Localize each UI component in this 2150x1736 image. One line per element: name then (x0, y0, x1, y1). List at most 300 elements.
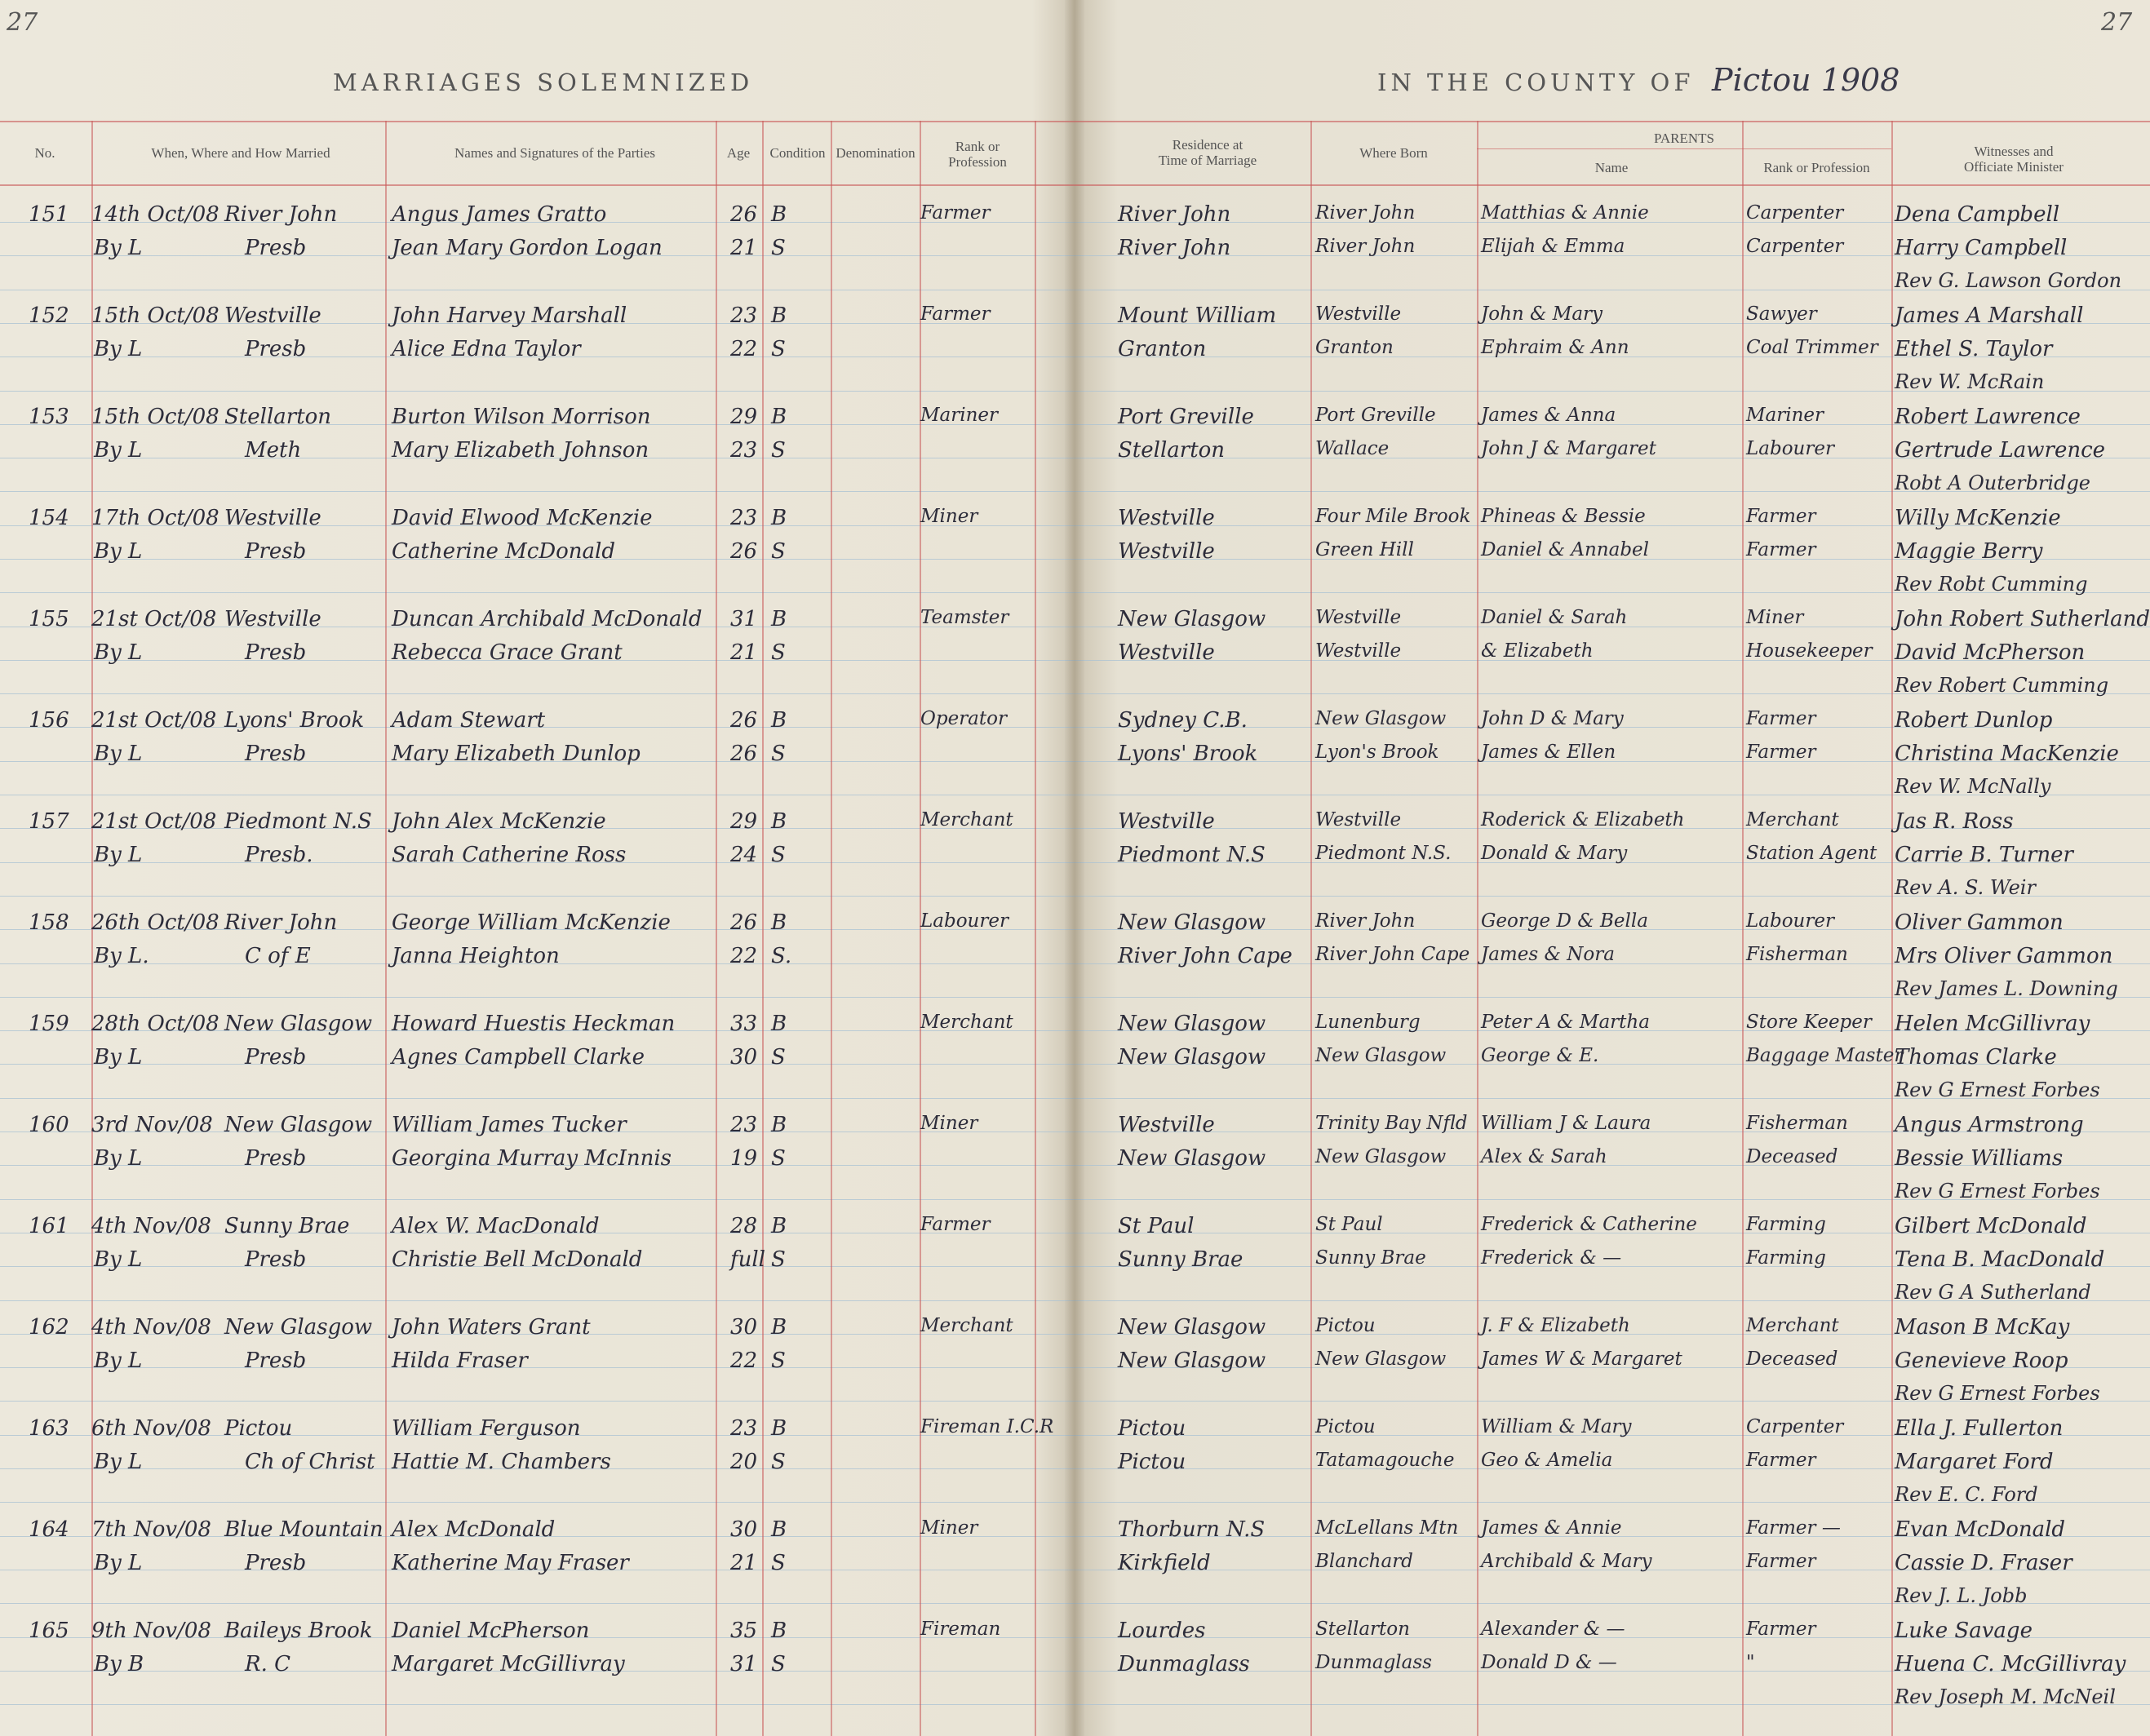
entry-rank: Merchant (920, 809, 1013, 830)
entry-groom-age: 26 (730, 202, 758, 227)
entry-licence: By L. (94, 944, 149, 968)
entry-groom-parents-rank: Farmer (1746, 708, 1816, 729)
entry-minister: Rev G Ernest Forbes (1895, 1180, 2100, 1202)
col-header-age: Age (726, 145, 751, 161)
entry-number: 156 (29, 708, 69, 733)
entry-minister: Rev G. Lawson Gordon (1895, 269, 2122, 292)
entry-bride-residence: Stellarton (1118, 438, 1226, 463)
entry-groom-condition: B (771, 202, 787, 227)
entry-groom-residence: New Glasgow (1118, 607, 1266, 631)
entry-date: 7th Nov/08 (91, 1517, 211, 1542)
entry-minister: Rev Robt Cumming (1895, 573, 2088, 596)
entry-groom-parents-rank: Store Keeper (1746, 1012, 1872, 1033)
col-rule (716, 121, 717, 1736)
entry-rank: Teamster (920, 607, 1009, 628)
entry-date: 9th Nov/08 (91, 1619, 211, 1643)
entry-bride-birthplace: Wallace (1315, 438, 1390, 459)
entry-groom-condition: B (771, 506, 787, 530)
col-header-when: When, Where and How Married (151, 145, 330, 161)
entry-date: 21st Oct/08 (91, 708, 217, 733)
entry-bride-age: 26 (730, 539, 758, 564)
entry-groom-name: Daniel McPherson (392, 1619, 590, 1643)
entry-place: Baileys Brook (224, 1619, 373, 1643)
entry-groom-residence: Westville (1118, 809, 1215, 834)
entry-bride-age: 22 (730, 944, 758, 968)
entry-date: 14th Oct/08 (91, 202, 219, 227)
entry-bride-condition: S (771, 1247, 786, 1272)
entry-bride-condition: S (771, 438, 786, 463)
entry-witness-1: Gilbert McDonald (1895, 1214, 2087, 1238)
entry-bride-age: 22 (730, 337, 758, 361)
entry-groom-birthplace: River John (1315, 910, 1416, 932)
col-rule (1035, 121, 1036, 1736)
entry-witness-2: David McPherson (1895, 640, 2086, 665)
entry-witness-1: Oliver Gammon (1895, 910, 2064, 935)
entry-groom-name: Howard Huestis Heckman (392, 1012, 676, 1036)
entry-groom-residence: Port Greville (1118, 405, 1254, 429)
entry-groom-age: 26 (730, 910, 758, 935)
entry-rank: Miner (920, 506, 978, 527)
entry-place: Sunny Brae (224, 1214, 350, 1238)
entry-denomination: Presb (245, 640, 307, 665)
col-rule (1742, 121, 1744, 1736)
entry-groom-residence: New Glasgow (1118, 1315, 1266, 1340)
entry-groom-residence: Pictou (1118, 1416, 1186, 1441)
entry-bride-age: 31 (730, 1652, 758, 1676)
entry-bride-age: 30 (730, 1045, 758, 1070)
entry-number: 161 (29, 1214, 69, 1238)
entry-number: 152 (29, 303, 69, 328)
entry-bride-parents: John J & Margaret (1481, 438, 1656, 459)
entry-groom-parents-rank: Merchant (1746, 1315, 1839, 1336)
entry-groom-parents: Alexander & — (1481, 1619, 1625, 1640)
entry-bride-name: Mary Elizabeth Johnson (392, 438, 649, 463)
entry-number: 160 (29, 1113, 69, 1137)
entry-groom-birthplace: St Paul (1315, 1214, 1383, 1235)
entry-licence: By L (94, 1045, 143, 1070)
entry-groom-age: 29 (730, 405, 758, 429)
entry-rank: Farmer (920, 1214, 991, 1235)
entry-bride-residence: River John (1118, 236, 1231, 260)
entry-bride-parents: James W & Margaret (1481, 1348, 1682, 1370)
entry-bride-parents-rank: Housekeeper (1746, 640, 1873, 662)
entry-groom-birthplace: Lunenburg (1315, 1012, 1421, 1033)
entry-bride-residence: Lyons' Brook (1118, 742, 1258, 766)
entry-rank: Miner (920, 1113, 978, 1134)
entry-groom-residence: Westville (1118, 1113, 1215, 1137)
entry-number: 162 (29, 1315, 69, 1340)
entry-bride-parents-rank: Farmer (1746, 1551, 1816, 1572)
entry-witness-1: Willy McKenzie (1895, 506, 2061, 530)
entry-bride-condition: S (771, 539, 786, 564)
col-rule (385, 121, 387, 1736)
entry-bride-condition: S (771, 742, 786, 766)
entry-licence: By L (94, 1146, 143, 1171)
entry-bride-parents-rank: Farming (1746, 1247, 1826, 1269)
entry-groom-condition: B (771, 1416, 787, 1441)
entry-groom-birthplace: New Glasgow (1315, 708, 1447, 729)
entry-bride-residence: Dunmaglass (1118, 1652, 1250, 1676)
entry-groom-name: John Alex McKenzie (392, 809, 606, 834)
entry-groom-parents-rank: Farmer — (1746, 1517, 1841, 1539)
entry-licence: By L (94, 236, 143, 260)
entry-witness-1: Ella J. Fullerton (1895, 1416, 2064, 1441)
entry-bride-birthplace: Westville (1315, 640, 1402, 662)
entry-date: 28th Oct/08 (91, 1012, 219, 1036)
entry-minister: Rev James L. Downing (1895, 977, 2118, 1000)
entry-rank: Farmer (920, 202, 991, 224)
entry-bride-parents-rank: Farmer (1746, 1450, 1816, 1471)
entry-rank: Operator (920, 708, 1007, 729)
entry-bride-parents: Geo & Amelia (1481, 1450, 1613, 1471)
entry-bride-residence: Granton (1118, 337, 1207, 361)
left-page-number: 27 (7, 8, 38, 37)
entry-groom-parents-rank: Mariner (1746, 405, 1824, 426)
entry-groom-condition: B (771, 1619, 787, 1643)
entry-bride-residence: New Glasgow (1118, 1146, 1266, 1171)
col-header-rank (920, 139, 1035, 170)
entry-bride-birthplace: New Glasgow (1315, 1348, 1447, 1370)
entry-bride-condition: S (771, 843, 786, 867)
entry-bride-parents: Donald & Mary (1481, 843, 1628, 864)
entry-groom-birthplace: Four Mile Brook (1315, 506, 1471, 527)
entry-denomination: Presb (245, 1551, 307, 1575)
entry-bride-name: Georgina Murray McInnis (392, 1146, 672, 1171)
entry-witness-1: John Robert Sutherland (1895, 607, 2150, 631)
entry-denomination: Presb (245, 1146, 307, 1171)
entry-groom-birthplace: Westville (1315, 607, 1402, 628)
entry-groom-age: 23 (730, 1416, 758, 1441)
entry-witness-1: Mason B McKay (1895, 1315, 2070, 1340)
entry-licence: By L (94, 1551, 143, 1575)
entry-place: Pictou (224, 1416, 293, 1441)
entry-denomination: Meth (245, 438, 302, 463)
entry-witness-2: Mrs Oliver Gammon (1895, 944, 2113, 968)
entry-date: 4th Nov/08 (91, 1214, 211, 1238)
entry-groom-parents-rank: Merchant (1746, 809, 1839, 830)
entry-denomination: C of E (245, 944, 311, 968)
entry-bride-residence: Westville (1118, 640, 1215, 665)
col-header-residence (1093, 137, 1322, 168)
entry-witness-2: Genevieve Roop (1895, 1348, 2068, 1373)
entry-bride-residence: River John Cape (1118, 944, 1292, 968)
col-header-rank-line2: Profession (948, 154, 1007, 170)
entry-witness-2: Thomas Clarke (1895, 1045, 2057, 1070)
entry-groom-residence: St Paul (1118, 1214, 1195, 1238)
entry-bride-age: 19 (730, 1146, 758, 1171)
entry-bride-age: 21 (730, 236, 758, 260)
entry-bride-birthplace: River John (1315, 236, 1416, 257)
entry-groom-age: 23 (730, 303, 758, 328)
entry-rank: Fireman (920, 1619, 1001, 1640)
entry-bride-parents-rank: Station Agent (1746, 843, 1877, 864)
entry-denomination: Presb (245, 337, 307, 361)
entry-bride-name: Mary Elizabeth Dunlop (392, 742, 641, 766)
entry-bride-parents: James & Nora (1481, 944, 1615, 965)
entry-witness-1: Jas R. Ross (1895, 809, 2014, 834)
entry-groom-parents-rank: Farming (1746, 1214, 1826, 1235)
entry-bride-parents-rank: " (1746, 1652, 1755, 1673)
entry-minister: Rev E. C. Ford (1895, 1483, 2038, 1506)
entry-groom-age: 23 (730, 506, 758, 530)
entry-bride-condition: S. (771, 944, 792, 968)
entry-groom-age: 23 (730, 1113, 758, 1137)
entry-bride-parents: Ephraim & Ann (1481, 337, 1629, 358)
entry-groom-condition: B (771, 405, 787, 429)
entry-witness-2: Cassie D. Fraser (1895, 1551, 2072, 1575)
entry-date: 15th Oct/08 (91, 405, 219, 429)
entry-rank: Fireman I.C.R (920, 1416, 1054, 1437)
col-header-witnesses-line1: Witnesses and (1974, 144, 2054, 159)
entry-bride-residence: New Glasgow (1118, 1348, 1266, 1373)
entry-number: 158 (29, 910, 69, 935)
entry-bride-name: Sarah Catherine Ross (392, 843, 627, 867)
entry-denomination: Presb. (245, 843, 313, 867)
entry-bride-parents: George & E. (1481, 1045, 1599, 1066)
entry-bride-birthplace: Sunny Brae (1315, 1247, 1426, 1269)
entry-bride-name: Margaret McGillivray (392, 1652, 625, 1676)
entry-witness-1: James A Marshall (1895, 303, 2084, 328)
entry-groom-age: 30 (730, 1517, 758, 1542)
entry-witness-2: Maggie Berry (1895, 539, 2043, 564)
entry-place: Piedmont N.S (224, 809, 372, 834)
entry-bride-name: Agnes Campbell Clarke (392, 1045, 645, 1070)
entry-groom-parents: John D & Mary (1481, 708, 1624, 729)
entry-place: Lyons' Brook (224, 708, 365, 733)
entry-rank: Mariner (920, 405, 999, 426)
entry-minister: Rev W. McNally (1895, 775, 2051, 798)
entry-groom-name: Duncan Archibald McDonald (392, 607, 703, 631)
entry-bride-condition: S (771, 1348, 786, 1373)
entry-place: Westville (224, 506, 321, 530)
entry-minister: Rev A. S. Weir (1895, 876, 2036, 899)
entry-witness-2: Margaret Ford (1895, 1450, 2054, 1474)
entry-bride-condition: S (771, 1551, 786, 1575)
entry-groom-parents-rank: Labourer (1746, 910, 1834, 932)
header-top-rule (0, 121, 2150, 122)
entry-groom-age: 31 (730, 607, 758, 631)
entry-groom-age: 28 (730, 1214, 758, 1238)
entry-bride-condition: S (771, 1146, 786, 1171)
entry-bride-age: 24 (730, 843, 758, 867)
entry-groom-birthplace: McLellans Mtn (1315, 1517, 1459, 1539)
entry-groom-residence: Mount William (1118, 303, 1277, 328)
entry-place: Westville (224, 303, 321, 328)
entry-groom-condition: B (771, 607, 787, 631)
entry-witness-1: Luke Savage (1895, 1619, 2033, 1643)
entry-bride-age: 23 (730, 438, 758, 463)
entry-bride-parents: Alex & Sarah (1481, 1146, 1607, 1167)
entry-groom-parents-rank: Carpenter (1746, 1416, 1844, 1437)
entry-denomination: R. C (245, 1652, 290, 1676)
entry-minister: Rev J. L. Jobb (1895, 1584, 2028, 1607)
entry-bride-birthplace: Granton (1315, 337, 1394, 358)
entry-bride-birthplace: New Glasgow (1315, 1045, 1447, 1066)
entry-bride-parents-rank: Carpenter (1746, 236, 1844, 257)
col-rule (762, 121, 764, 1736)
col-header-witnesses-line2: Officiate Minister (1964, 159, 2064, 175)
entry-groom-parents: George D & Bella (1481, 910, 1648, 932)
entry-minister: Rev G A Sutherland (1895, 1281, 2091, 1304)
entry-place: New Glasgow (224, 1315, 373, 1340)
entry-groom-birthplace: Stellarton (1315, 1619, 1410, 1640)
entry-date: 4th Nov/08 (91, 1315, 211, 1340)
entry-groom-residence: New Glasgow (1118, 910, 1266, 935)
entry-groom-parents-rank: Farmer (1746, 506, 1816, 527)
entry-bride-parents-rank: Fisherman (1746, 944, 1848, 965)
entry-licence: By L (94, 843, 143, 867)
entry-number: 151 (29, 202, 69, 227)
entry-bride-name: Christie Bell McDonald (392, 1247, 643, 1272)
entry-bride-parents-rank: Baggage Master (1746, 1045, 1904, 1066)
entry-bride-name: Catherine McDonald (392, 539, 616, 564)
entry-groom-birthplace: Pictou (1315, 1315, 1376, 1336)
entry-groom-birthplace: Pictou (1315, 1416, 1376, 1437)
entry-bride-parents: James & Ellen (1481, 742, 1616, 763)
entry-number: 165 (29, 1619, 69, 1643)
entry-groom-condition: B (771, 303, 787, 328)
entry-bride-parents: Archibald & Mary (1481, 1551, 1652, 1572)
entry-rank: Miner (920, 1517, 978, 1539)
col-header-witnesses (1891, 144, 2136, 175)
entry-place: River John (224, 910, 338, 935)
entry-groom-parents: James & Anna (1481, 405, 1616, 426)
entry-rank: Merchant (920, 1315, 1013, 1336)
col-header-rank-line1: Rank or (955, 139, 1000, 154)
entry-groom-name: John Harvey Marshall (392, 303, 627, 328)
entry-groom-name: David Elwood McKenzie (392, 506, 653, 530)
entry-groom-name: Angus James Gratto (392, 202, 607, 227)
entry-groom-residence: Thorburn N.S (1118, 1517, 1266, 1542)
entry-number: 157 (29, 809, 69, 834)
entry-witness-1: Dena Campbell (1895, 202, 2060, 227)
entry-groom-condition: B (771, 910, 787, 935)
entry-date: 6th Nov/08 (91, 1416, 211, 1441)
left-page-title: MARRIAGES SOLEMNIZED (333, 69, 754, 96)
entry-bride-residence: Pictou (1118, 1450, 1186, 1474)
entry-minister: Rev W. McRain (1895, 370, 2045, 393)
entry-denomination: Presb (245, 539, 307, 564)
entry-groom-parents: Matthias & Annie (1481, 202, 1649, 224)
col-rule (1891, 121, 1893, 1736)
entry-bride-parents: Daniel & Annabel (1481, 539, 1650, 560)
entry-bride-condition: S (771, 337, 786, 361)
entry-bride-name: Janna Heighton (392, 944, 560, 968)
col-header-parents-rank: Rank or Profession (1763, 160, 1870, 175)
entry-groom-age: 35 (730, 1619, 758, 1643)
entry-bride-name: Hilda Fraser (392, 1348, 528, 1373)
col-header-parents: PARENTS (1653, 131, 1714, 146)
entry-bride-residence: Sunny Brae (1118, 1247, 1243, 1272)
entry-bride-condition: S (771, 1652, 786, 1676)
entry-bride-parents-rank: Farmer (1746, 742, 1816, 763)
entry-witness-1: Evan McDonald (1895, 1517, 2066, 1542)
entry-bride-name: Rebecca Grace Grant (392, 640, 623, 665)
entry-bride-parents-rank: Coal Trimmer (1746, 337, 1878, 358)
entry-bride-name: Katherine May Fraser (392, 1551, 629, 1575)
entry-groom-parents-rank: Carpenter (1746, 202, 1844, 224)
entry-licence: By L (94, 337, 143, 361)
entry-groom-parents: William & Mary (1481, 1416, 1632, 1437)
header-bottom-rule (0, 184, 2150, 186)
entry-licence: By L (94, 539, 143, 564)
entry-groom-name: Adam Stewart (392, 708, 546, 733)
entry-licence: By L (94, 742, 143, 766)
entry-denomination: Presb (245, 1045, 307, 1070)
entry-minister: Rev G Ernest Forbes (1895, 1382, 2100, 1405)
entry-bride-condition: S (771, 236, 786, 260)
entry-bride-residence: Piedmont N.S (1118, 843, 1266, 867)
entry-bride-birthplace: Blanchard (1315, 1551, 1413, 1572)
entry-number: 164 (29, 1517, 69, 1542)
entry-groom-age: 33 (730, 1012, 758, 1036)
entry-minister: Robt A Outerbridge (1895, 472, 2091, 494)
entry-witness-2: Bessie Williams (1895, 1146, 2064, 1171)
entry-licence: By L (94, 438, 143, 463)
entry-witness-1: Helen McGillivray (1895, 1012, 2090, 1036)
entry-place: New Glasgow (224, 1113, 373, 1137)
col-rule (831, 121, 832, 1736)
book-gutter (1065, 0, 1084, 1736)
entry-groom-age: 26 (730, 708, 758, 733)
entry-witness-2: Gertrude Lawrence (1895, 438, 2106, 463)
entry-licence: By L (94, 1450, 143, 1474)
entry-bride-age: 26 (730, 742, 758, 766)
col-header-residence-line2: Time of Marriage (1158, 153, 1257, 168)
entry-groom-parents: Roderick & Elizabeth (1481, 809, 1685, 830)
entry-groom-residence: Sydney C.B. (1118, 708, 1248, 733)
entry-groom-residence: New Glasgow (1118, 1012, 1266, 1036)
entry-place: Blue Mountain (224, 1517, 383, 1542)
entry-licence: By L (94, 640, 143, 665)
entry-date: 3rd Nov/08 (91, 1113, 213, 1137)
entry-bride-parents: Elijah & Emma (1481, 236, 1625, 257)
entry-groom-parents-rank: Sawyer (1746, 303, 1817, 325)
entry-rank: Merchant (920, 1012, 1013, 1033)
entry-bride-name: Jean Mary Gordon Logan (392, 236, 663, 260)
col-header-born: Where Born (1359, 145, 1428, 161)
entry-bride-birthplace: Tatamagouche (1315, 1450, 1455, 1471)
entry-groom-condition: B (771, 1214, 787, 1238)
entry-bride-birthplace: Dunmaglass (1315, 1652, 1432, 1673)
entry-denomination: Presb (245, 236, 307, 260)
entry-rank: Farmer (920, 303, 991, 325)
col-header-parents-name: Name (1594, 160, 1629, 175)
entry-place: Westville (224, 607, 321, 631)
entry-date: 15th Oct/08 (91, 303, 219, 328)
col-header-denomination: Denomination (836, 145, 915, 161)
entry-minister: Rev Joseph M. McNeil (1895, 1685, 2116, 1708)
entry-witness-1: Robert Dunlop (1895, 708, 2053, 733)
entry-bride-age: 22 (730, 1348, 758, 1373)
entry-number: 163 (29, 1416, 69, 1441)
parents-divider (1477, 148, 1891, 149)
entry-bride-parents: Frederick & — (1481, 1247, 1622, 1269)
entry-groom-parents: John & Mary (1481, 303, 1603, 325)
entry-groom-name: John Waters Grant (392, 1315, 591, 1340)
entry-number: 159 (29, 1012, 69, 1036)
right-page-title: IN THE COUNTY OF (1377, 69, 1695, 96)
entry-groom-birthplace: Trinity Bay Nfld (1315, 1113, 1468, 1134)
entry-groom-parents: J. F & Elizabeth (1481, 1315, 1630, 1336)
entry-denomination: Ch of Christ (245, 1450, 375, 1474)
entry-groom-parents: Peter A & Martha (1481, 1012, 1650, 1033)
entry-bride-birthplace: Green Hill (1315, 539, 1414, 560)
entry-rank: Labourer (920, 910, 1009, 932)
entry-witness-2: Christina MacKenzie (1895, 742, 2119, 766)
entry-licence: By B (94, 1652, 144, 1676)
entry-groom-residence: Westville (1118, 506, 1215, 530)
